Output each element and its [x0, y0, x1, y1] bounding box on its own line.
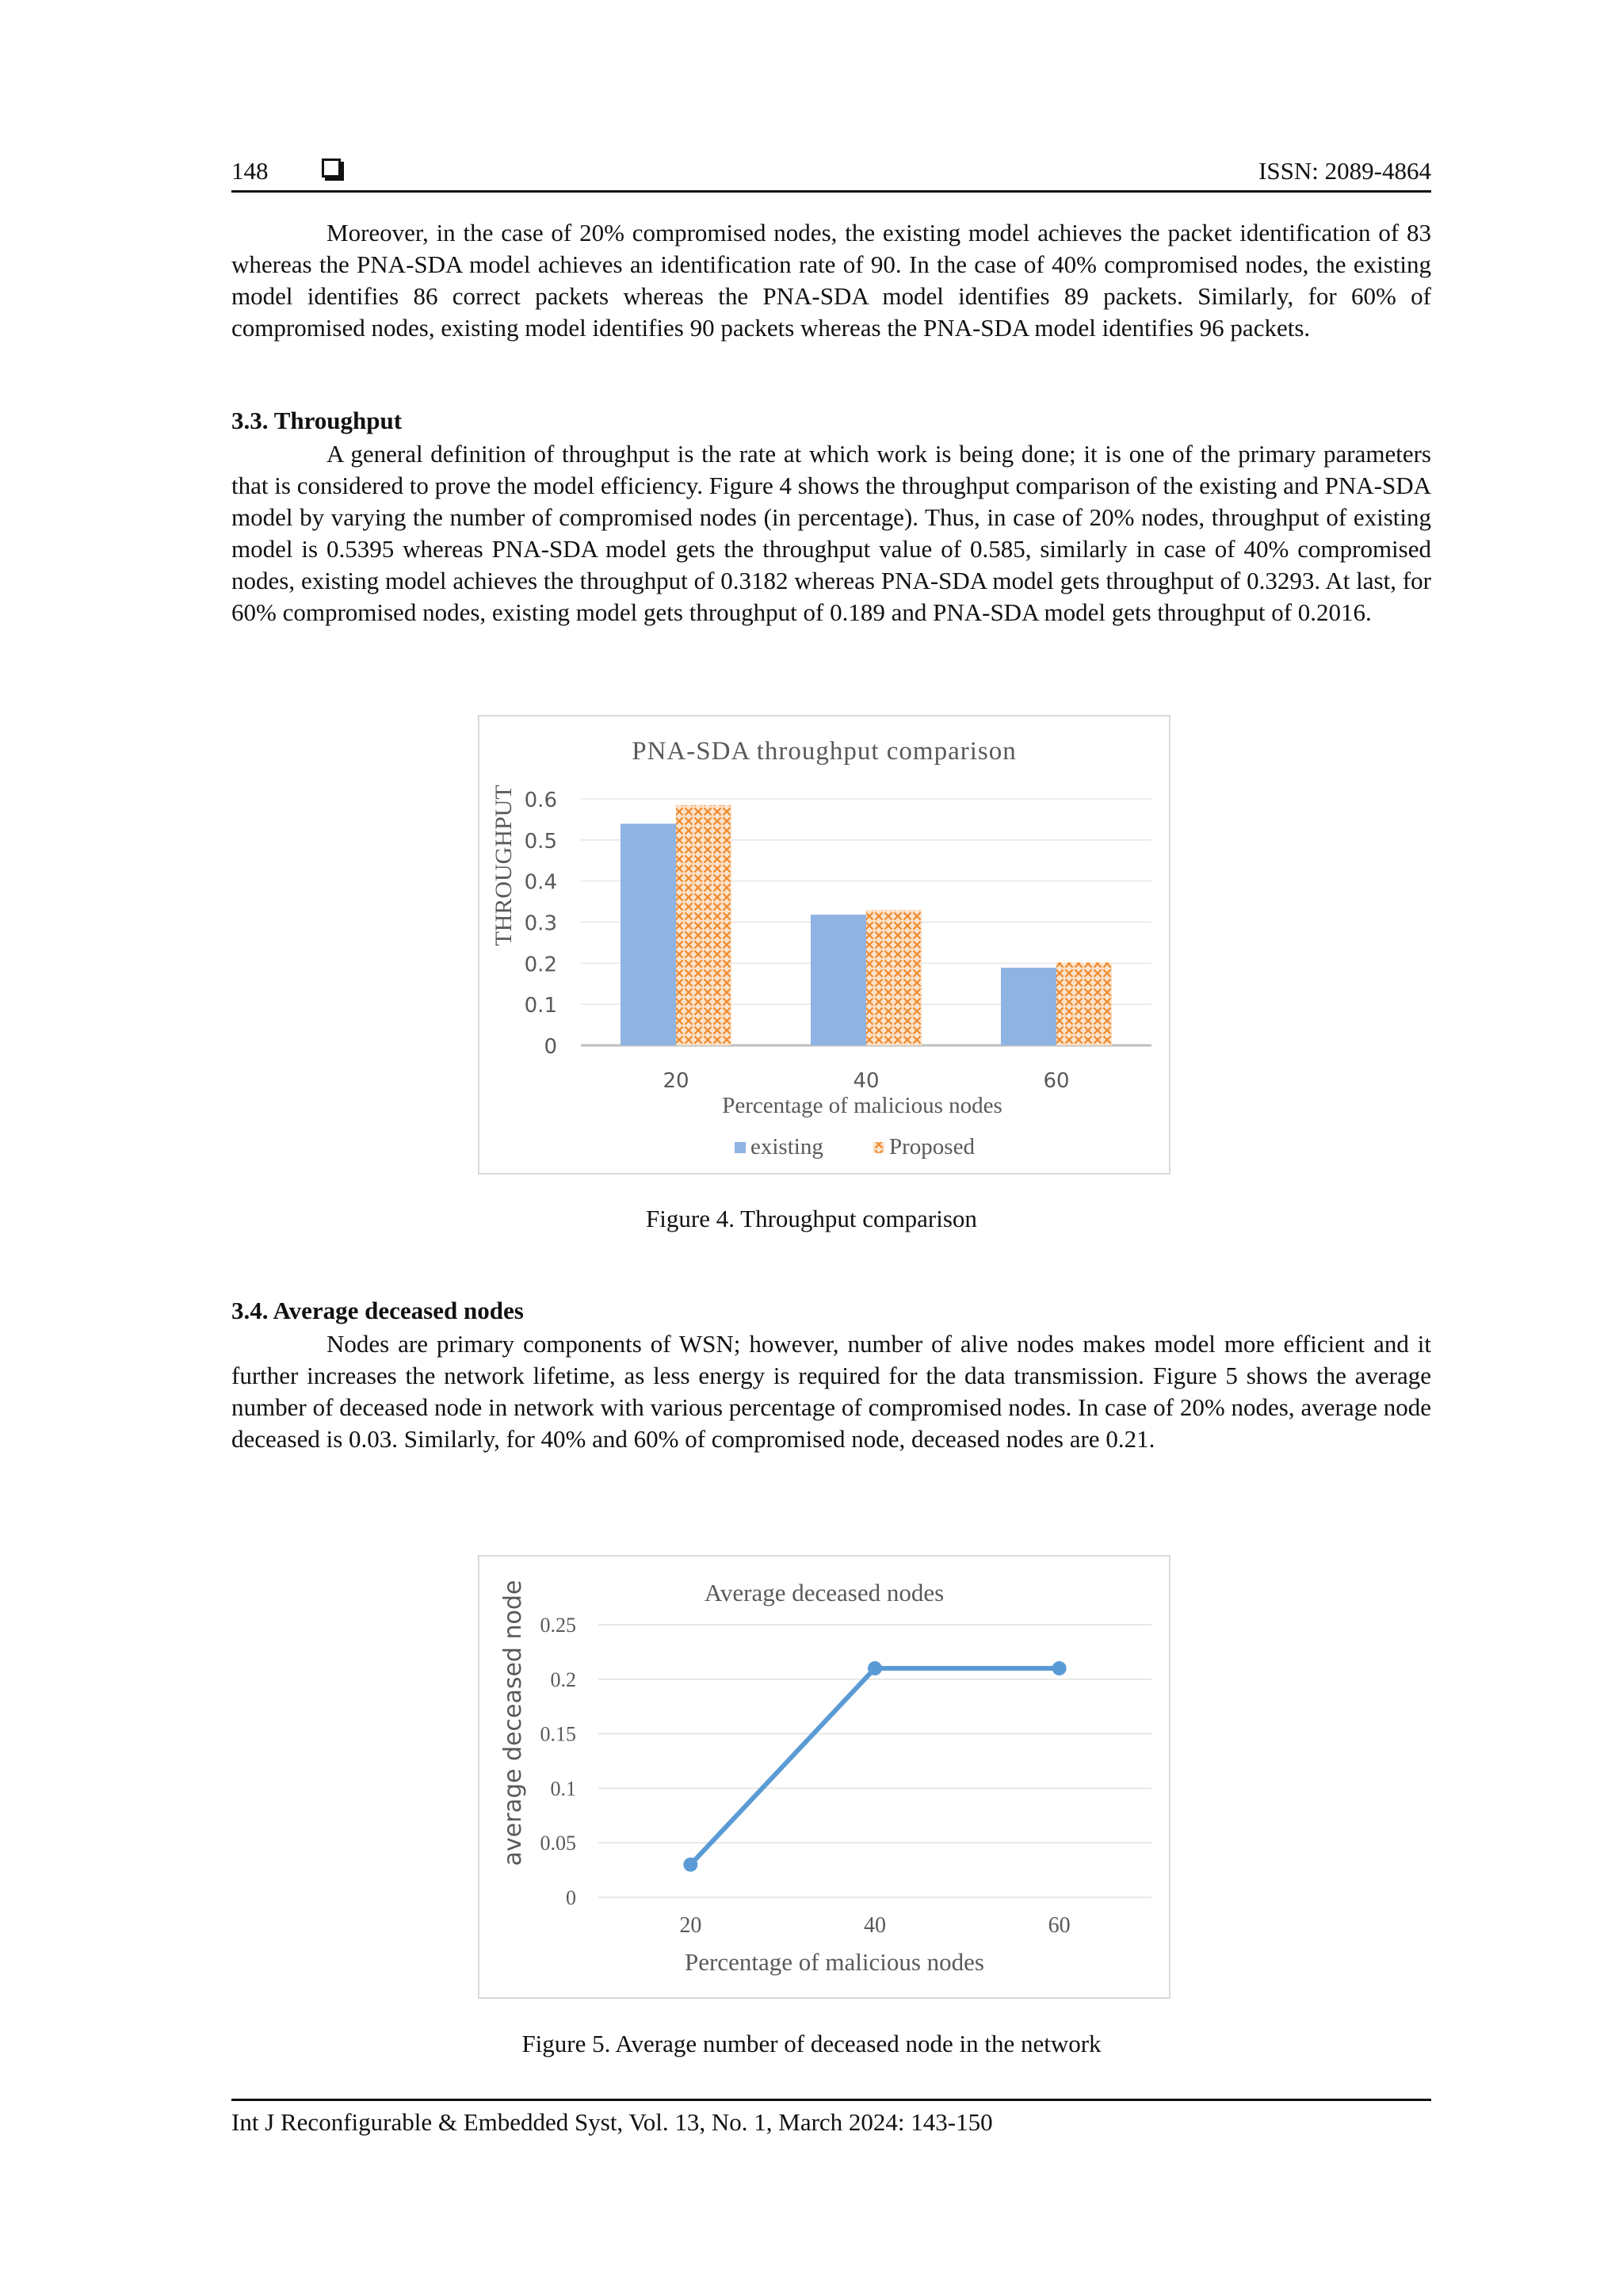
header-rule [231, 190, 1431, 193]
bar-existing-20 [621, 823, 676, 1045]
x-axis-label: Percentage of malicious nodes [685, 1948, 984, 1976]
footer-rule [231, 2099, 1431, 2101]
paragraph-text: A general definition of throughput is the rate at which work is being done; it is one of the primary parameters that is considered to prove the model efficiency. Figure 4 shows the throughput comparison of the existing and PNA-SDA model by varying the number of compromised nodes (in percentage). Thus, in case of 20% nodes, throughput of existing model is 0.5395 whereas PNA-SDA model gets the throughput value of 0.585, similarly in case of 40% compromised nodes, existing model achieves the throughput of 0.3182 whereas PNA-SDA model gets throughput of 0.3293. At last, for 60% compromised nodes, existing model gets throughput of 0.189 and PNA-SDA model gets throughput of 0.2016. [231, 440, 1431, 626]
legend-swatch-existing [735, 1142, 746, 1153]
chart-y-ticks [540, 1614, 577, 1909]
y-tick-label: 0.3 [524, 911, 557, 936]
y-tick-label: 0.1 [524, 994, 557, 1018]
header-box-icon [322, 159, 341, 178]
figure4-caption: Figure 4. Throughput comparison [646, 1205, 977, 1232]
data-point-20 [683, 1858, 697, 1872]
y-tick-label: 0.15 [540, 1722, 576, 1746]
paragraph-text: Moreover, in the case of 20% compromised nodes, the existing model achieves the packet identification of 83 whereas the PNA-SDA model achieves an identification rate of 90. In the case of 40% compromised nodes, the existing model identifies 86 correct packets whereas the PNA-SDA model identifies 89 packets. Similarly, for 60% of compromised nodes, existing model identifies 90 packets whereas the PNA-SDA model identifies 96 packets. [231, 219, 1431, 342]
issn: ISSN: 2089-4864 [1258, 157, 1431, 185]
y-tick-label: 0.2 [524, 953, 557, 977]
section-heading-deceased: 3.4. Average deceased nodes [231, 1297, 524, 1324]
y-axis-label: average deceased node [499, 1580, 527, 1866]
chart-x-ticks [679, 1913, 1070, 1938]
y-axis-label: THROUGHPUT [491, 785, 517, 946]
y-tick-label: 0.6 [524, 789, 557, 812]
figure4-chart [478, 715, 1170, 1175]
y-tick-label: 0 [544, 1035, 557, 1059]
deceased-line-chart [479, 1557, 1169, 1997]
paragraph-text: Nodes are primary components of WSN; however, number of alive nodes makes model more efficient and it further increases the network lifetime, as less energy is required for the data transmission. Figure 5 shows the average number of deceased node in network with various percentage of compromised nodes. In case of 20% nodes, average node deceased is 0.03. Similarly, for 40% and 60% of compromised node, deceased nodes are 0.21. [231, 1330, 1431, 1453]
legend-label-existing: existing [750, 1134, 823, 1159]
bar-proposed-60 [1056, 963, 1112, 1045]
chart-y-ticks [525, 789, 557, 1059]
bar-existing-40 [811, 915, 866, 1045]
x-axis-label: Percentage of malicious nodes [722, 1093, 1002, 1118]
x-tick-label: 40 [853, 1069, 880, 1093]
x-tick-label: 60 [1043, 1069, 1070, 1093]
y-tick-label: 0.05 [540, 1832, 576, 1855]
paragraph-deceased-nodes [231, 1328, 1431, 1455]
chart-x-ticks [663, 1069, 1069, 1093]
chart-title: PNA-SDA throughput comparison [632, 737, 1017, 766]
section-heading-throughput: 3.3. Throughput [231, 407, 403, 434]
legend-swatch-proposed [873, 1142, 884, 1153]
legend-label-proposed: Proposed [889, 1134, 975, 1159]
figure5-caption: Figure 5. Average number of deceased node in the network [521, 2030, 1102, 2057]
y-tick-label: 0.4 [524, 870, 557, 895]
data-point-60 [1052, 1661, 1067, 1675]
y-tick-label: 0.1 [550, 1777, 576, 1801]
bar-proposed-40 [866, 910, 922, 1045]
bar-existing-60 [1001, 968, 1056, 1045]
y-tick-label: 0.25 [540, 1614, 576, 1637]
bar-proposed-20 [676, 805, 731, 1045]
paragraph-throughput [231, 438, 1431, 628]
page-number: 148 [231, 157, 269, 185]
throughput-bar-chart [479, 716, 1169, 1173]
series-line [690, 1668, 1059, 1865]
y-tick-label: 0.5 [524, 829, 557, 854]
x-tick-label: 60 [1048, 1913, 1071, 1938]
chart-bars [621, 805, 1112, 1045]
footer-citation: Int J Reconfigurable & Embedded Syst, Vol. 13, No. 1, March 2024: 143-150 [231, 2108, 993, 2136]
chart-title: Average deceased nodes [704, 1579, 945, 1606]
chart-legend [735, 1134, 975, 1159]
y-tick-label: 0.2 [550, 1668, 576, 1691]
paragraph-packet-identification [231, 217, 1431, 344]
x-tick-label: 20 [663, 1069, 689, 1093]
x-tick-label: 40 [864, 1913, 886, 1938]
x-tick-label: 20 [679, 1913, 702, 1938]
data-point-40 [868, 1661, 882, 1675]
chart-line [683, 1661, 1066, 1872]
y-tick-label: 0 [566, 1886, 576, 1909]
figure5-chart [478, 1555, 1170, 1999]
